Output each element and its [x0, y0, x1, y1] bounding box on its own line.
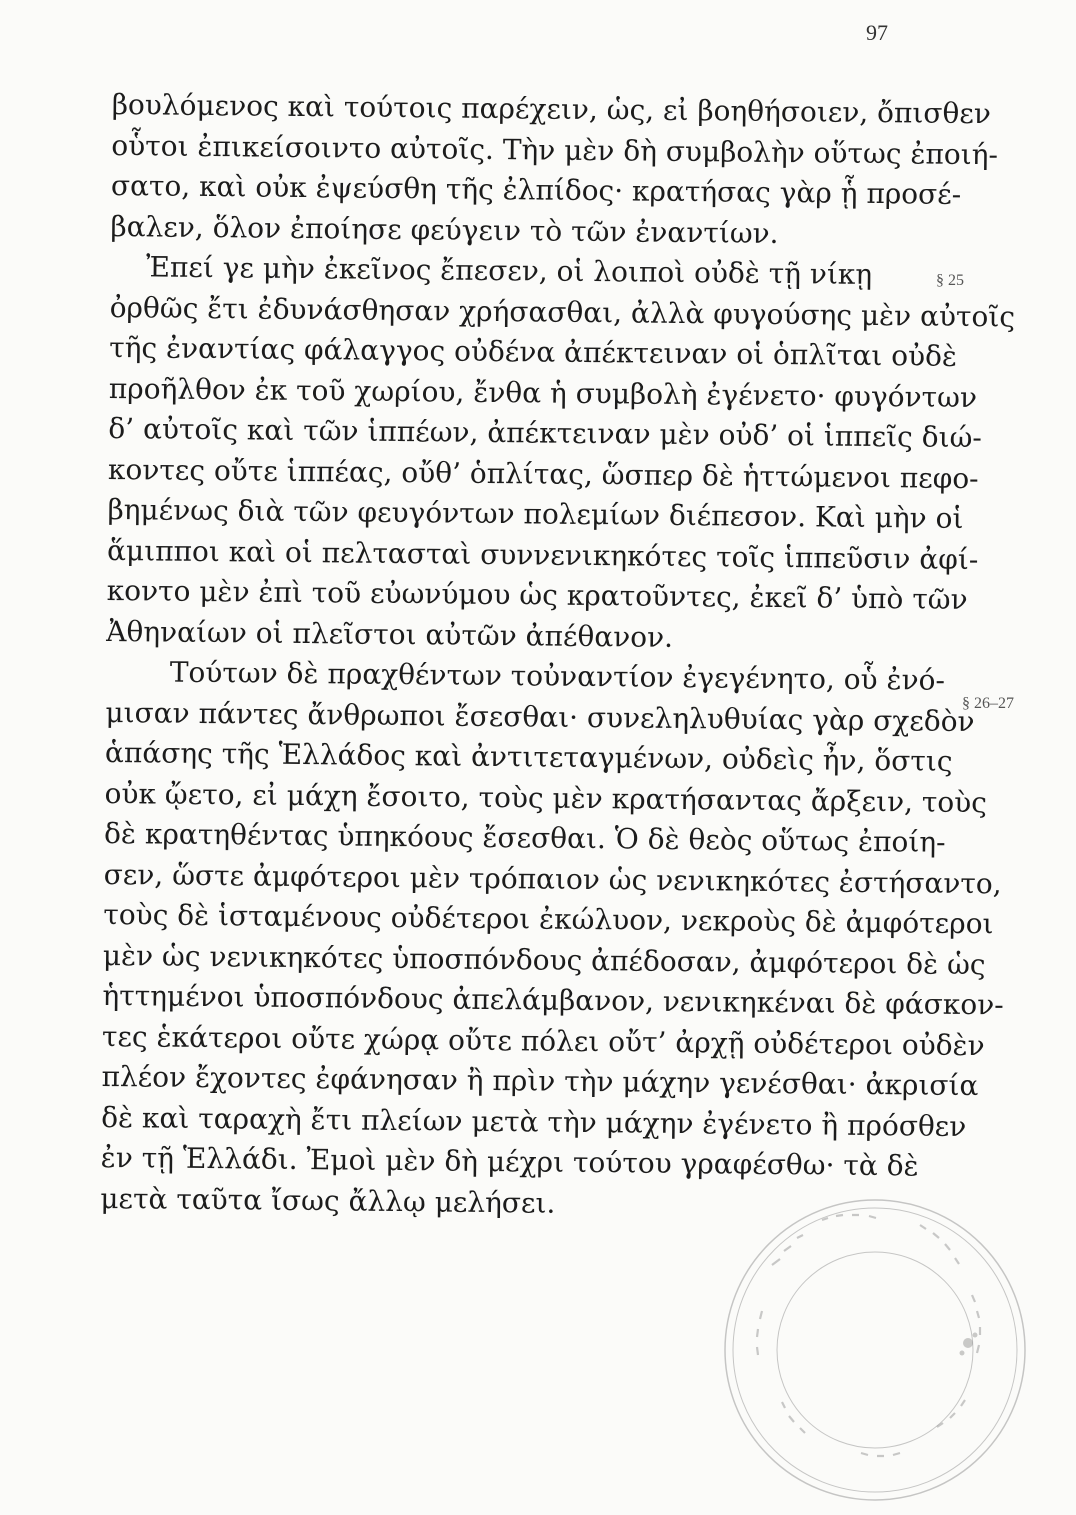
library-seal-stamp [710, 1185, 1040, 1515]
text-line: τῆς ἐναντίας φάλαγγος οὐδένα ἀπέκτειναν οἱ ὁπλῖται οὐδὲ [109, 330, 958, 373]
text-line: τες ἑκάτεροι οὔτε χώρᾳ οὔτε πόλει οὔτ’ ἀρχῇ οὐδέτεροι οὐδὲν [101, 1019, 985, 1062]
text-line: κοντο μὲν ἐπὶ τοῦ εὐωνύμου ὡς κρατοῦντες, ἐκεῖ δ’ ὑπὸ τῶν [106, 573, 968, 616]
text-line: κοντες οὔτε ἱππέας, οὔθ’ ὁπλίτας, ὥσπερ δὲ ἡττώμενοι πεφο- [107, 452, 979, 495]
text-line: ἡττημένοι ὑποσπόνδους ἀπελάμβανον, νενικηκέναι δὲ φάσκον- [102, 978, 1004, 1022]
text-line: ἁπάσης τῆς Ἑλλάδος καὶ ἀντιτεταγμένων, οὐδεὶς ἦν, ὅστις [104, 735, 953, 778]
text-line: δ’ αὐτοῖς καὶ τῶν ἱππέων, ἀπέκτειναν μὲν οὐδ’ οἱ ἱππεῖς διώ- [108, 411, 983, 455]
text-line: οὐκ ᾤετο, εἰ μάχη ἔσοιτο, τοὺς μὲν κρατήσαντας ἄρξειν, τοὺς [104, 776, 988, 819]
page-number: 97 [866, 20, 888, 45]
text-line: σατο, καὶ οὐκ ἐψεύσθη τῆς ἐλπίδος· κρατήσας γὰρ ᾗ προσέ- [110, 168, 962, 211]
paragraph-start-line: Ἐπεί γε μὴν ἐκεῖνος ἔπεσεν, οἱ λοιποὶ οὐδὲ τῇ νίκῃ [145, 250, 873, 291]
text-line: τοὺς δὲ ἱσταμένους οὐδέτεροι ἐκώλυον, νεκροὺς δὲ ἀμφότεροι [103, 897, 994, 941]
text-line: πλέον ἔχοντες ἐφάνησαν ἢ πρὶν τὴν μάχην γενέσθαι· ἀκρισία [101, 1059, 979, 1103]
text-line: προῆλθον ἐκ τοῦ χωρίου, ἔνθα ἡ συμβολὴ ἐγένετο· φυγόντων [108, 371, 978, 414]
text-line: μετὰ ταῦτα ἴσως ἄλλῳ μελήσει. [100, 1181, 556, 1220]
text-line: βημένως διὰ τῶν φευγόντων πολεμίων διέπεσον. Καὶ μὴν οἱ [107, 492, 964, 535]
text-line: βουλόμενος καὶ τούτοις παρέχειν, ὡς, εἰ βοηθήσοιεν, ὄπισθεν [111, 87, 992, 131]
paragraph-start-line: Τούτων δὲ πραχθέντων τοὐναντίον ἐγεγένητο, οὗ ἐνό- [169, 655, 946, 697]
section-marker: § 25 [936, 272, 964, 289]
text-line: σεν, ὥστε ἀμφότεροι μὲν τρόπαιον ὡς νενικηκότες ἐστήσαντο, [103, 857, 1002, 900]
text-line: μισαν πάντες ἄνθρωποι ἔσεσθαι· συνεληλυθυίας γὰρ σχεδὸν [105, 695, 975, 738]
section-marker: § 26–27 [962, 695, 1014, 712]
text-line: οὗτοι ἐπικείσοιντο αὐτοῖς. Τὴν μὲν δὴ συμβολὴν οὕτως ἐποιή- [111, 128, 999, 171]
text-line: βαλεν, ὅλον ἐποίησε φεύγειν τὸ τῶν ἐναντίων. [110, 209, 779, 250]
text-line: μὲν ὡς νενικηκότες ὑποσπόνδους ἀπέδοσαν, ἀμφότεροι δὲ ὡς [102, 938, 986, 981]
text-line: Ἀθηναίων οἱ πλεῖστοι αὐτῶν ἀπέθανον. [106, 614, 674, 654]
text-line: δὲ καὶ ταραχὴ ἔτι πλείων μετὰ τὴν μάχην ἐγένετο ἢ πρόσθεν [101, 1100, 967, 1143]
text-line: ὀρθῶς ἔτι ἐδυνάσθησαν χρήσασθαι, ἀλλὰ φυγούσης μὲν αὐτοῖς [109, 290, 1016, 333]
text-line: ἐν τῇ Ἑλλάδι. Ἐμοὶ μὲν δὴ μέχρι τούτου γραφέσθω· τὰ δὲ [100, 1140, 919, 1183]
text-line: ἅμιπποι καὶ οἱ πελτασταὶ συννενικηκότες τοῖς ἱππεῦσιν ἀφί- [106, 533, 979, 576]
text-line: δὲ κρατηθέντας ὑπηκόους ἔσεσθαι. Ὁ δὲ θεὸς οὕτως ἐποίη- [103, 816, 946, 859]
